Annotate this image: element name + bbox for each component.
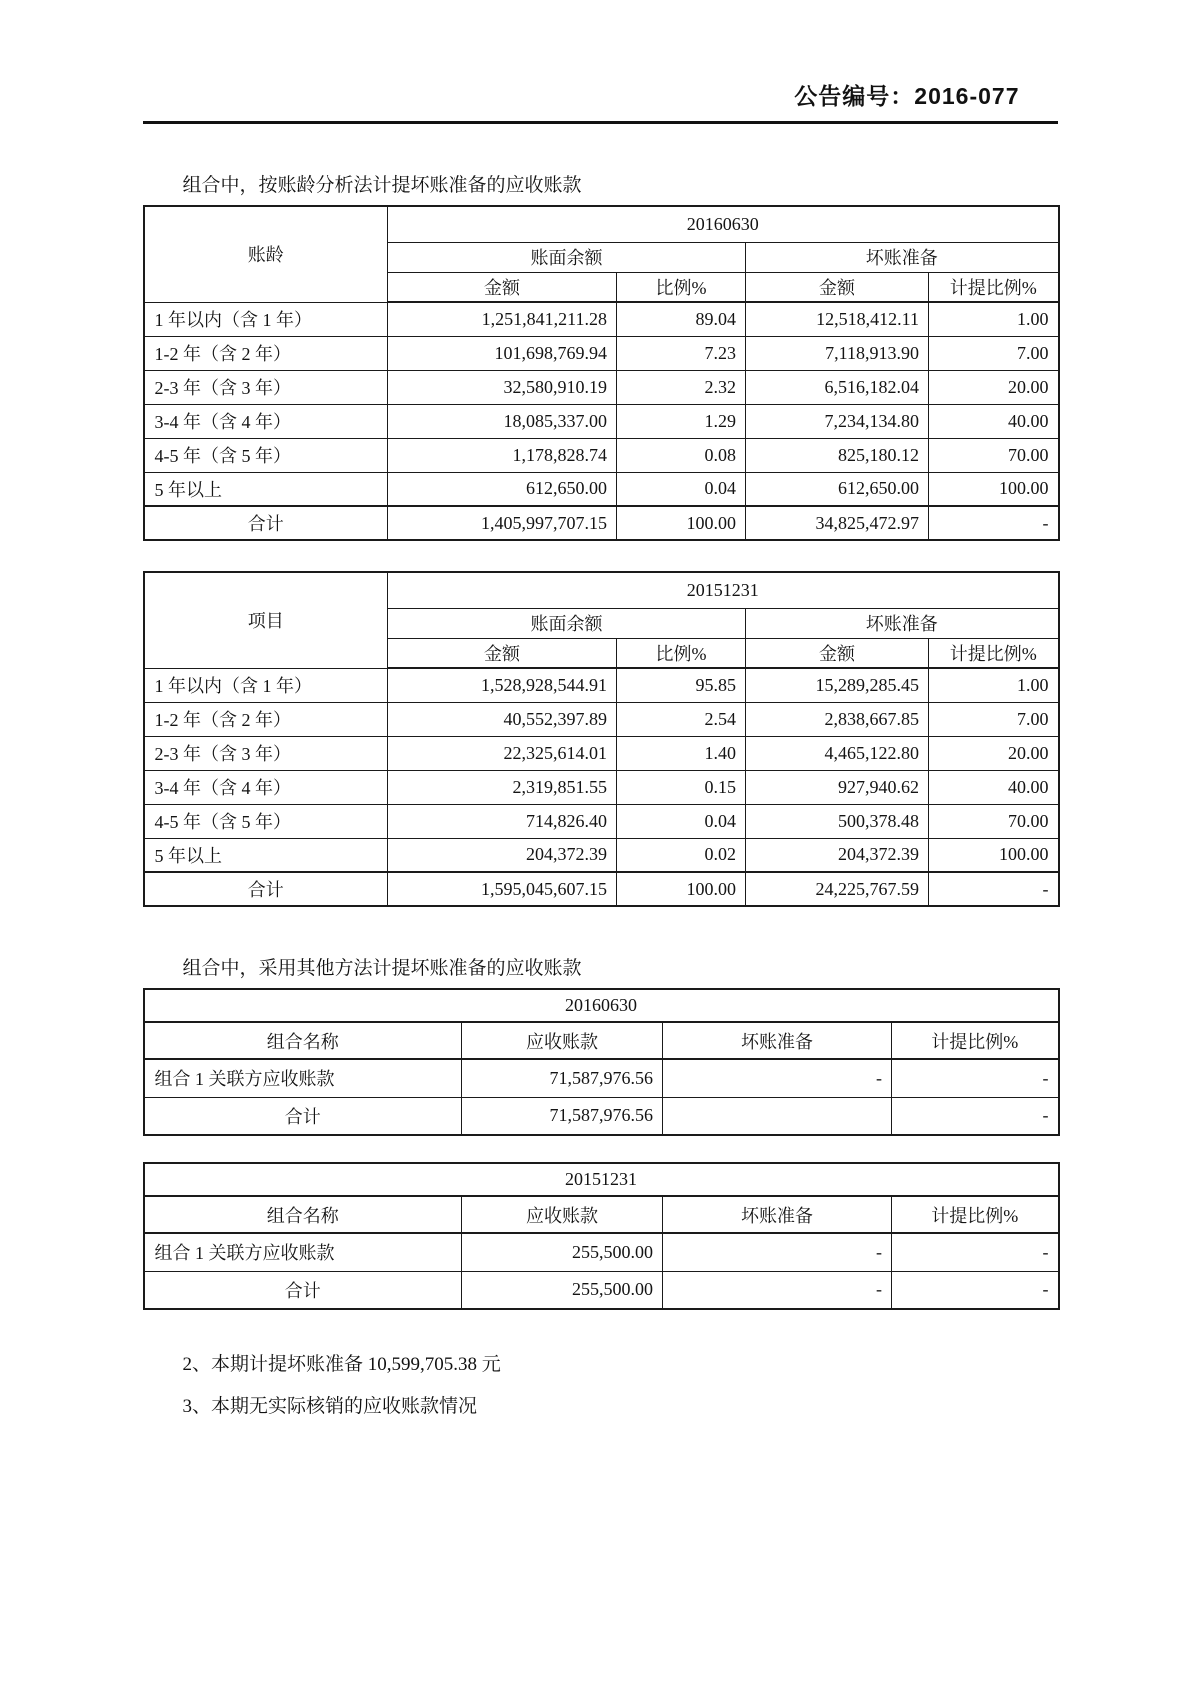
cell-provision-ratio: - — [929, 506, 1059, 540]
cell-provision-ratio: 7.00 — [929, 702, 1059, 736]
cell-balance-ratio: 95.85 — [617, 668, 746, 702]
cell-balance-ratio: 1.29 — [617, 404, 746, 438]
cell-aging-label: 1-2 年（含 2 年） — [144, 702, 388, 736]
cell-aging-label: 1 年以内（含 1 年） — [144, 668, 388, 702]
cell-provision-amount: 7,234,134.80 — [746, 404, 929, 438]
cell-provision: - — [663, 1233, 892, 1271]
axis-header-cell: 账龄 — [144, 206, 388, 302]
cell-total-label: 合计 — [144, 506, 388, 540]
column-header-row — [144, 1022, 1059, 1059]
table-row — [144, 370, 1059, 404]
provision-ratio-header-cell: 计提比例% — [892, 1022, 1059, 1059]
column-header-row — [144, 1196, 1059, 1233]
cell-provision-amount: 24,225,767.59 — [746, 872, 929, 906]
period-cell: 20160630 — [388, 206, 1059, 242]
balance-group-cell: 账面余额 — [388, 242, 746, 272]
cell-provision-amount: 825,180.12 — [746, 438, 929, 472]
provision-amount-header-cell: 金额 — [746, 272, 929, 302]
ratio-header-cell: 比例% — [617, 638, 746, 668]
cell-provision-ratio: - — [892, 1271, 1059, 1309]
cell-aging-label: 1-2 年（含 2 年） — [144, 336, 388, 370]
cell-balance-amount: 32,580,910.19 — [388, 370, 617, 404]
period-cell: 20160630 — [144, 989, 1059, 1022]
table-row — [144, 1059, 1059, 1097]
cell-provision-ratio: 20.00 — [929, 736, 1059, 770]
table-row — [144, 472, 1059, 506]
ratio-header-cell: 比例% — [617, 272, 746, 302]
cell-provision-ratio: - — [892, 1097, 1059, 1135]
table-row — [144, 404, 1059, 438]
table-row — [144, 838, 1059, 872]
announcement-number: 公告编号：2016-077 — [794, 83, 1020, 109]
cell-balance-amount: 612,650.00 — [388, 472, 617, 506]
cell-provision-ratio: 100.00 — [929, 472, 1059, 506]
period-header-row — [144, 206, 1059, 242]
provision-group-cell: 坏账准备 — [746, 608, 1059, 638]
cell-balance-ratio: 0.04 — [617, 472, 746, 506]
cell-balance-ratio: 0.04 — [617, 804, 746, 838]
cell-balance-amount: 714,826.40 — [388, 804, 617, 838]
cell-balance-amount: 2,319,851.55 — [388, 770, 617, 804]
receivable-header-cell: 应收账款 — [462, 1196, 663, 1233]
total-row — [144, 872, 1059, 906]
header-rule — [143, 121, 1058, 124]
aging-table-20160630 — [143, 205, 1060, 541]
period-header-row — [144, 989, 1059, 1022]
cell-receivable: 71,587,976.56 — [462, 1059, 663, 1097]
cell-provision-amount: 34,825,472.97 — [746, 506, 929, 540]
portfolio-name-header-cell: 组合名称 — [144, 1022, 462, 1059]
table-row — [144, 336, 1059, 370]
cell-balance-amount: 40,552,397.89 — [388, 702, 617, 736]
table-row — [144, 770, 1059, 804]
cell-balance-amount: 1,251,841,211.28 — [388, 302, 617, 336]
table-row — [144, 736, 1059, 770]
cell-provision-amount: 6,516,182.04 — [746, 370, 929, 404]
cell-provision-ratio: 7.00 — [929, 336, 1059, 370]
period-header-row — [144, 1163, 1059, 1196]
cell-provision-amount: 12,518,412.11 — [746, 302, 929, 336]
cell-provision-ratio: 40.00 — [929, 770, 1059, 804]
cell-aging-label: 4-5 年（含 5 年） — [144, 804, 388, 838]
cell-aging-label: 1 年以内（含 1 年） — [144, 302, 388, 336]
cell-total-label: 合计 — [144, 1097, 462, 1135]
cell-balance-ratio: 100.00 — [617, 506, 746, 540]
cell-balance-ratio: 0.15 — [617, 770, 746, 804]
cell-provision-amount: 612,650.00 — [746, 472, 929, 506]
total-row — [144, 506, 1059, 540]
cell-balance-amount: 1,528,928,544.91 — [388, 668, 617, 702]
cell-provision-amount: 927,940.62 — [746, 770, 929, 804]
cell-aging-label: 2-3 年（含 3 年） — [144, 736, 388, 770]
cell-provision-ratio: - — [892, 1233, 1059, 1271]
cell-balance-ratio: 100.00 — [617, 872, 746, 906]
table-row — [144, 804, 1059, 838]
provision-ratio-header-cell: 计提比例% — [892, 1196, 1059, 1233]
period-cell: 20151231 — [144, 1163, 1059, 1196]
cell-total-label: 合计 — [144, 872, 388, 906]
period-cell: 20151231 — [388, 572, 1059, 608]
cell-balance-amount: 101,698,769.94 — [388, 336, 617, 370]
total-row — [144, 1097, 1059, 1135]
cell-provision-ratio: 1.00 — [929, 302, 1059, 336]
provision-ratio-header-cell: 计提比例% — [929, 272, 1059, 302]
table-row — [144, 1233, 1059, 1271]
portfolio-name-header-cell: 组合名称 — [144, 1196, 462, 1233]
cell-provision: - — [663, 1271, 892, 1309]
aging-table-20151231 — [143, 571, 1060, 907]
receivable-header-cell: 应收账款 — [462, 1022, 663, 1059]
other-method-table-20151231 — [143, 1162, 1060, 1310]
table-row — [144, 702, 1059, 736]
cell-portfolio-name: 组合 1 关联方应收账款 — [144, 1059, 462, 1097]
cell-provision-amount: 204,372.39 — [746, 838, 929, 872]
cell-provision-ratio: 70.00 — [929, 438, 1059, 472]
cell-provision-ratio: 70.00 — [929, 804, 1059, 838]
cell-provision-ratio: 100.00 — [929, 838, 1059, 872]
cell-balance-ratio: 2.32 — [617, 370, 746, 404]
cell-provision-ratio: 40.00 — [929, 404, 1059, 438]
cell-aging-label: 5 年以上 — [144, 838, 388, 872]
table-row — [144, 668, 1059, 702]
cell-balance-ratio: 0.08 — [617, 438, 746, 472]
cell-provision-amount: 7,118,913.90 — [746, 336, 929, 370]
total-row — [144, 1271, 1059, 1309]
section-other-title: 组合中，采用其他方法计提坏账准备的应收账款 — [182, 958, 582, 979]
amount-header-cell: 金额 — [388, 272, 617, 302]
provision-group-cell: 坏账准备 — [746, 242, 1059, 272]
cell-aging-label: 3-4 年（含 4 年） — [144, 404, 388, 438]
cell-balance-ratio: 7.23 — [617, 336, 746, 370]
cell-balance-amount: 1,178,828.74 — [388, 438, 617, 472]
provision-amount-header-cell: 金额 — [746, 638, 929, 668]
note-no-writeoff: 3、本期无实际核销的应收账款情况 — [182, 1396, 478, 1417]
cell-provision-ratio: 20.00 — [929, 370, 1059, 404]
cell-portfolio-name: 组合 1 关联方应收账款 — [144, 1233, 462, 1271]
cell-provision-amount: 500,378.48 — [746, 804, 929, 838]
provision-ratio-header-cell: 计提比例% — [929, 638, 1059, 668]
period-header-row — [144, 572, 1059, 608]
cell-balance-ratio: 2.54 — [617, 702, 746, 736]
table-row — [144, 438, 1059, 472]
cell-provision-ratio: 1.00 — [929, 668, 1059, 702]
provision-header-cell: 坏账准备 — [663, 1022, 892, 1059]
cell-balance-amount: 22,325,614.01 — [388, 736, 617, 770]
cell-provision-amount: 15,289,285.45 — [746, 668, 929, 702]
cell-balance-amount: 1,595,045,607.15 — [388, 872, 617, 906]
cell-aging-label: 5 年以上 — [144, 472, 388, 506]
cell-provision-amount: 4,465,122.80 — [746, 736, 929, 770]
cell-provision-ratio: - — [929, 872, 1059, 906]
cell-provision-ratio: - — [892, 1059, 1059, 1097]
cell-receivable: 71,587,976.56 — [462, 1097, 663, 1135]
amount-header-cell: 金额 — [388, 638, 617, 668]
note-provision-current-period: 2、本期计提坏账准备 10,599,705.38 元 — [182, 1354, 501, 1375]
cell-balance-ratio: 1.40 — [617, 736, 746, 770]
provision-header-cell: 坏账准备 — [663, 1196, 892, 1233]
notes-block — [143, 1344, 1058, 1428]
cell-balance-amount: 1,405,997,707.15 — [388, 506, 617, 540]
cell-receivable: 255,500.00 — [462, 1271, 663, 1309]
balance-group-cell: 账面余额 — [388, 608, 746, 638]
cell-aging-label: 4-5 年（含 5 年） — [144, 438, 388, 472]
cell-provision-amount: 2,838,667.85 — [746, 702, 929, 736]
cell-aging-label: 3-4 年（含 4 年） — [144, 770, 388, 804]
cell-total-label: 合计 — [144, 1271, 462, 1309]
cell-provision — [663, 1097, 892, 1135]
cell-balance-amount: 18,085,337.00 — [388, 404, 617, 438]
cell-balance-ratio: 89.04 — [617, 302, 746, 336]
section-aging-title: 组合中，按账龄分析法计提坏账准备的应收账款 — [182, 175, 582, 196]
table-row — [144, 302, 1059, 336]
cell-aging-label: 2-3 年（含 3 年） — [144, 370, 388, 404]
other-method-table-20160630 — [143, 988, 1060, 1136]
cell-receivable: 255,500.00 — [462, 1233, 663, 1271]
cell-balance-amount: 204,372.39 — [388, 838, 617, 872]
cell-provision: - — [663, 1059, 892, 1097]
cell-balance-ratio: 0.02 — [617, 838, 746, 872]
axis-header-cell: 项目 — [144, 572, 388, 668]
